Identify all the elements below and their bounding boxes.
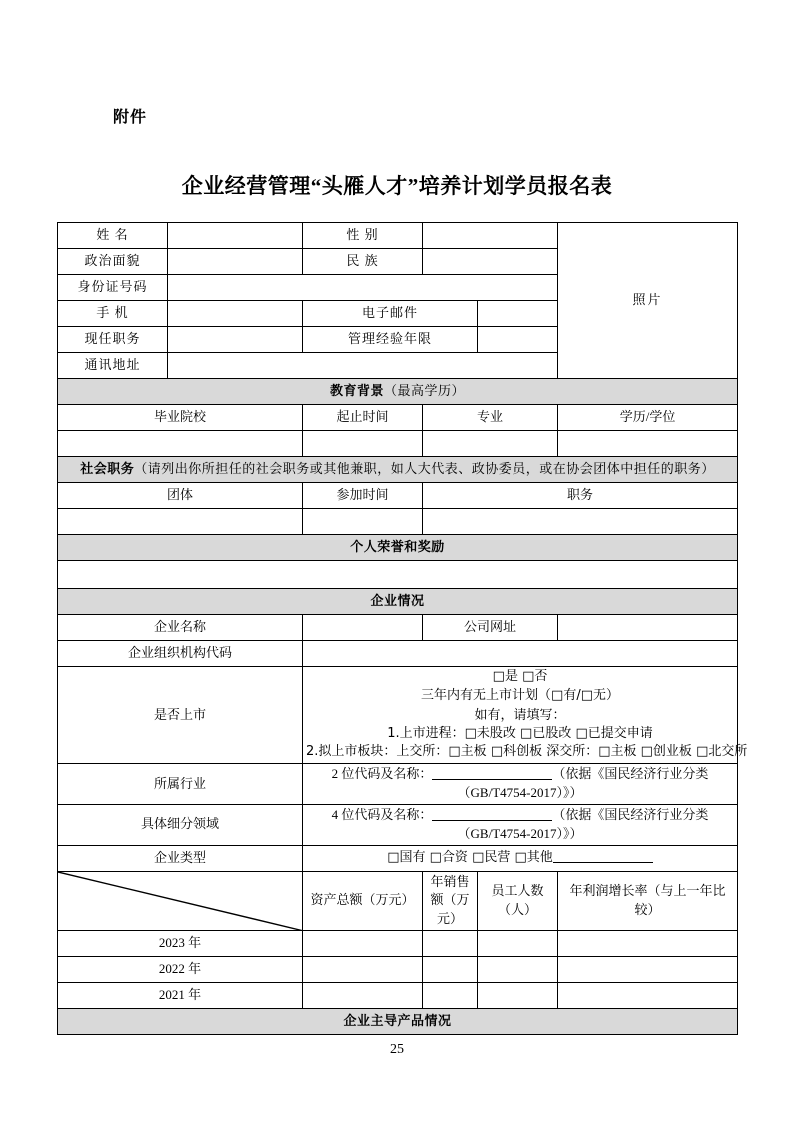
industry-suffix: （依据《国民经济行业分类（GB/T4754-2017）》） (457, 766, 709, 801)
management-years-label: 管理经验年限 (303, 327, 478, 353)
enterprise-type-options[interactable] (303, 845, 738, 871)
financials-2022-sales-input[interactable] (423, 957, 478, 983)
financials-header-employees: 员工人数（人） (478, 871, 558, 931)
education-header-major: 专业 (423, 405, 558, 431)
financials-2022-employees-input[interactable] (478, 957, 558, 983)
industry-input[interactable] (303, 764, 738, 805)
company-name-label: 企业名称 (58, 615, 303, 641)
table-row (58, 223, 738, 249)
products-section-header: 企业主导产品情况 (58, 1009, 738, 1035)
listed-option-line-5: 2.拟上市板块：上交所：□主板 □科创板 深交所：□主板 □创业板 □北交所 (306, 744, 748, 760)
table-row (58, 1009, 738, 1035)
political-status-label: 政治面貌 (58, 249, 168, 275)
table-row (58, 483, 738, 509)
education-header-period: 起止时间 (303, 405, 423, 431)
financials-2023-employees-input[interactable] (478, 931, 558, 957)
financials-2021-profit-input[interactable] (558, 983, 738, 1009)
gender-input[interactable] (423, 223, 558, 249)
company-website-label: 公司网址 (423, 615, 558, 641)
company-website-input[interactable] (558, 615, 738, 641)
name-input[interactable] (168, 223, 303, 249)
subdivision-input[interactable] (303, 804, 738, 845)
table-row (58, 845, 738, 871)
enterprise-type-label: 企业类型 (58, 845, 303, 871)
social-period-input[interactable] (303, 509, 423, 535)
table-row (58, 667, 738, 764)
attachment-label: 附件 (113, 107, 148, 126)
social-section-header (58, 457, 738, 483)
financials-2023-assets-input[interactable] (303, 931, 423, 957)
ethnicity-label: 民 族 (303, 249, 423, 275)
table-row (58, 509, 738, 535)
social-header-period: 参加时间 (303, 483, 423, 509)
ethnicity-input[interactable] (423, 249, 558, 275)
enterprise-type-option-text: □国有 □合资 □民营 □其他 (387, 849, 553, 865)
listed-option-line-2: 三年内有无上市计划（□有/□无） (421, 687, 619, 703)
subdivision-blank-line[interactable] (432, 807, 552, 821)
table-row (58, 457, 738, 483)
table-row (58, 983, 738, 1009)
financials-year-2021-label: 2021 年 (58, 983, 303, 1009)
financials-header-profit-growth: 年利润增长率（与上一年比较） (558, 871, 738, 931)
financials-2021-sales-input[interactable] (423, 983, 478, 1009)
financials-2023-sales-input[interactable] (423, 931, 478, 957)
table-row (58, 589, 738, 615)
mobile-input[interactable] (168, 301, 303, 327)
registration-form (57, 222, 748, 1035)
table-row (58, 615, 738, 641)
industry-prefix: 2 位代码及名称： (331, 766, 433, 782)
subdivision-suffix: （依据《国民经济行业分类（GB/T4754-2017）》） (457, 806, 709, 841)
id-number-label: 身份证号码 (58, 275, 168, 301)
name-label: 姓 名 (58, 223, 168, 249)
table-row (58, 379, 738, 405)
page-title: 企业经营管理“头雁人才”培养计划学员报名表 (181, 174, 613, 198)
table-row (58, 871, 738, 931)
org-code-label: 企业组织机构代码 (58, 641, 303, 667)
industry-blank-line[interactable] (432, 766, 552, 780)
table-row (58, 641, 738, 667)
org-code-input[interactable] (303, 641, 738, 667)
political-status-input[interactable] (168, 249, 303, 275)
table-row (58, 561, 738, 589)
table-row (58, 764, 738, 805)
mobile-label: 手 机 (58, 301, 168, 327)
education-major-input[interactable] (423, 431, 558, 457)
education-degree-input[interactable] (558, 431, 738, 457)
honors-input[interactable] (58, 561, 738, 589)
enterprise-type-other-line[interactable] (553, 849, 653, 863)
subdivision-label: 具体细分领域 (58, 804, 303, 845)
financials-2022-assets-input[interactable] (303, 957, 423, 983)
gender-label: 性 别 (303, 223, 423, 249)
page-number: 25 (390, 1042, 404, 1057)
enterprise-section-header: 企业情况 (58, 589, 738, 615)
listed-status-label: 是否上市 (58, 667, 303, 764)
financials-2022-profit-input[interactable] (558, 957, 738, 983)
id-number-input[interactable] (168, 275, 558, 301)
education-period-input[interactable] (303, 431, 423, 457)
table-row (58, 431, 738, 457)
address-input[interactable] (168, 353, 558, 379)
financials-2023-profit-input[interactable] (558, 931, 738, 957)
address-label: 通讯地址 (58, 353, 168, 379)
financials-year-2023-label: 2023 年 (58, 931, 303, 957)
financials-corner-cell (58, 871, 303, 931)
listed-option-line-4: 1.上市进程：□未股改 □已股改 □已提交申请 (387, 725, 653, 741)
education-section-header (58, 379, 738, 405)
listed-option-line-3: 如有，请填写： (474, 706, 566, 722)
email-label: 电子邮件 (303, 301, 478, 327)
subdivision-prefix: 4 位代码及名称： (331, 806, 433, 822)
table-row (58, 804, 738, 845)
table-row (58, 957, 738, 983)
listed-status-options[interactable] (303, 667, 748, 764)
social-position-input[interactable] (423, 509, 738, 535)
current-position-input[interactable] (168, 327, 303, 353)
photo-placeholder: 照片 (558, 223, 738, 379)
form-table (57, 222, 748, 1035)
current-position-label: 现任职务 (58, 327, 168, 353)
table-row (58, 535, 738, 561)
financials-2021-employees-input[interactable] (478, 983, 558, 1009)
education-section-note: （最高学历） (384, 383, 466, 399)
education-school-input[interactable] (58, 431, 303, 457)
social-organization-input[interactable] (58, 509, 303, 535)
financials-header-assets: 资产总额（万元） (303, 871, 423, 931)
education-section-title: 教育背景 (329, 383, 384, 399)
social-header-position: 职务 (423, 483, 738, 509)
social-header-organization: 团体 (58, 483, 303, 509)
table-row (58, 931, 738, 957)
honors-section-header: 个人荣誉和奖励 (58, 535, 738, 561)
education-header-school: 毕业院校 (58, 405, 303, 431)
listed-option-line-1: □是 □否 (492, 669, 548, 684)
financials-header-sales: 年销售额（万元） (423, 871, 478, 931)
management-years-input[interactable] (478, 327, 558, 353)
education-header-degree: 学历/学位 (558, 405, 738, 431)
industry-label: 所属行业 (58, 764, 303, 805)
social-section-note: （请列出你所担任的社会职务或其他兼职，如人大代表、政协委员，或在协会团体中担任的职务） (134, 461, 715, 477)
financials-year-2022-label: 2022 年 (58, 957, 303, 983)
email-input[interactable] (478, 301, 558, 327)
table-row (58, 405, 738, 431)
financials-2021-assets-input[interactable] (303, 983, 423, 1009)
social-section-title: 社会职务 (80, 461, 135, 477)
company-name-input[interactable] (303, 615, 423, 641)
